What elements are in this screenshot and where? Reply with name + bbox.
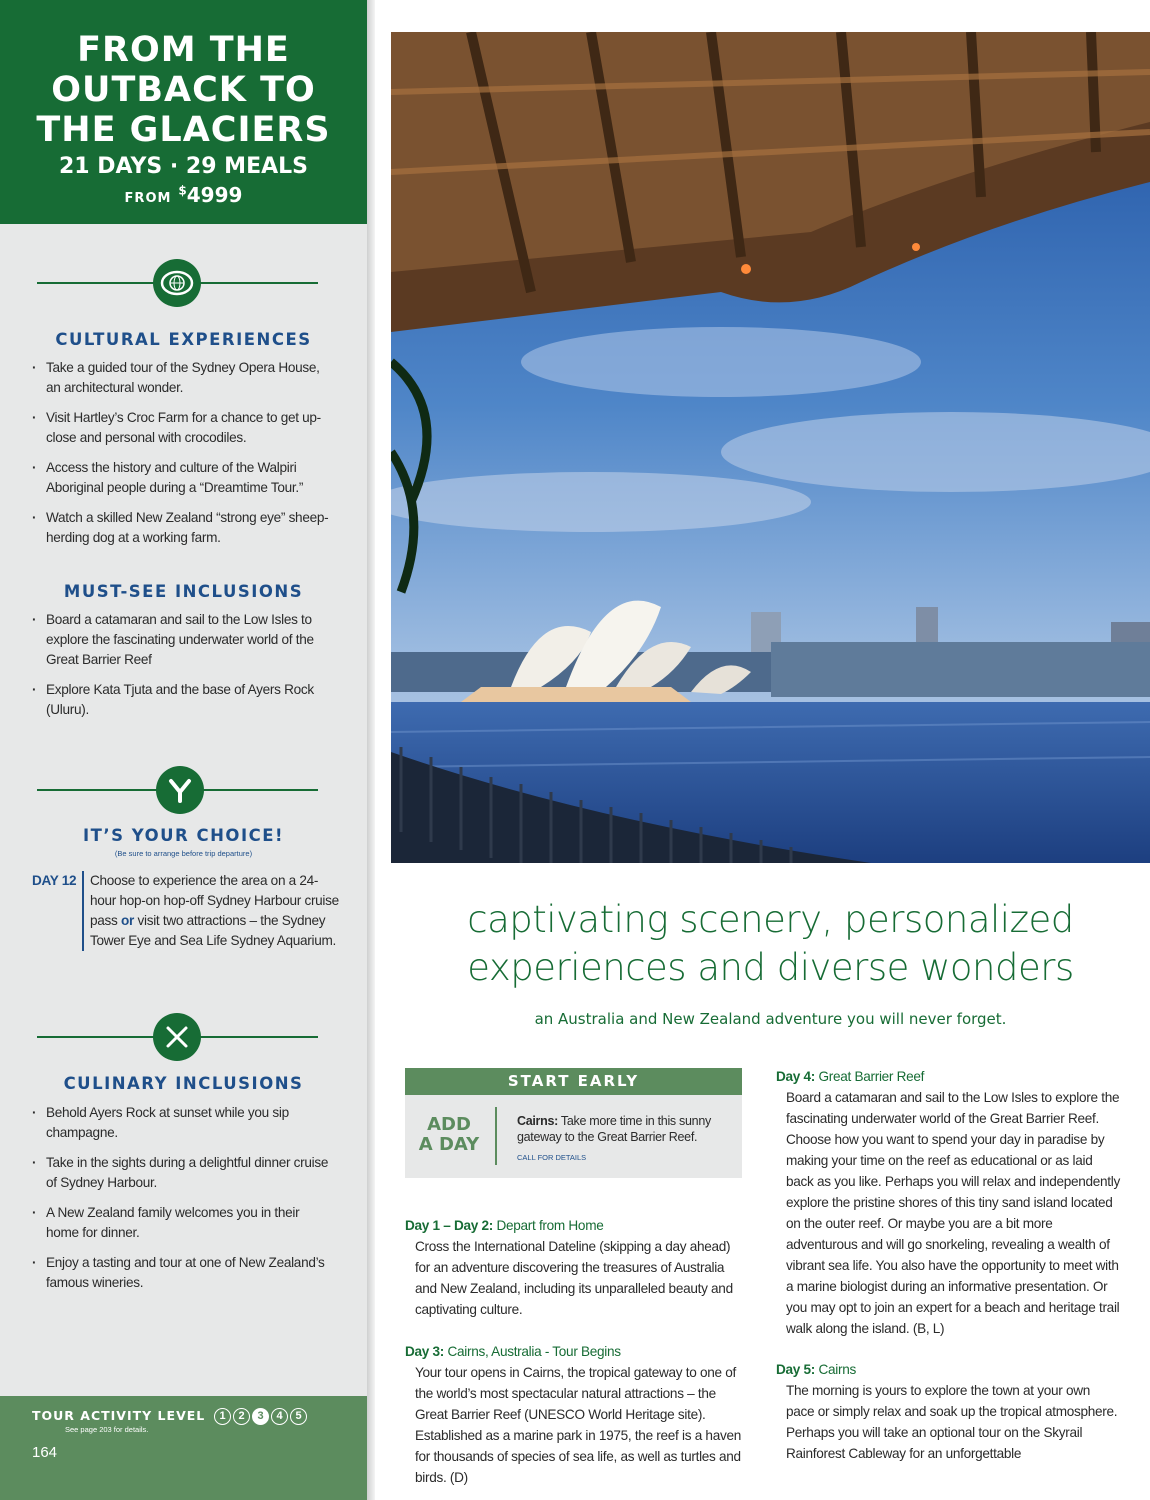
must-see-list <box>32 610 332 730</box>
must-see-heading: MUST-SEE INCLUSIONS <box>63 582 304 601</box>
call-for-details: CALL FOR DETAILS <box>517 1153 587 1162</box>
list-item: · Watch a skilled New Zealand “strong eye” sheep-herding dog at a working farm. <box>32 508 332 548</box>
page-title <box>0 30 367 150</box>
day-place: Cairns <box>815 1362 856 1377</box>
day-label: Day 3: <box>405 1344 445 1359</box>
culinary-list <box>32 1103 332 1303</box>
activity-level-label: TOUR ACTIVITY LEVEL <box>32 1408 206 1423</box>
level-dot-active: 3 <box>252 1408 269 1425</box>
list-item: · Take a guided tour of the Sydney Opera House, an architectural wonder. <box>32 358 332 398</box>
itinerary-day <box>405 1341 747 1488</box>
subheadline: an Australia and New Zealand adventure you will never forget. <box>534 1010 1007 1028</box>
day-label: Day 1 – Day 2: <box>405 1218 493 1233</box>
price-value: 4999 <box>186 183 243 207</box>
day-heading <box>405 1341 747 1362</box>
itinerary-day <box>776 1066 1120 1339</box>
start-early-heading: START EARLY <box>405 1068 742 1095</box>
itinerary-day <box>405 1215 747 1320</box>
level-dot: 4 <box>271 1408 288 1425</box>
day-label: Day 5: <box>776 1362 816 1377</box>
add-line: A DAY <box>418 1134 480 1155</box>
activity-level-box <box>0 1396 367 1500</box>
day-heading <box>776 1066 1120 1087</box>
choice-text-before: Choose to experience the area on a 24-hour hop-on hop-off Sydney Harbour cruise pass <box>90 873 339 928</box>
headline-line: experiences and diverse wonders <box>467 946 1074 989</box>
itinerary-day <box>776 1359 1120 1464</box>
list-item: · Explore Kata Tjuta and the base of Ayers Rock (Uluru). <box>32 680 332 720</box>
day-heading <box>776 1359 1120 1380</box>
page-number: 164 <box>32 1444 58 1461</box>
day-place: Depart from Home <box>493 1218 604 1233</box>
headline <box>391 896 1150 992</box>
choice-text <box>82 871 340 951</box>
sydney-harbour-photo <box>391 32 1150 863</box>
list-item: · Board a catamaran and sail to the Low Isles to explore the fascinating underwater world of the Great Barrier Reef <box>32 610 332 670</box>
day-place: Great Barrier Reef <box>815 1069 925 1084</box>
price-currency: $ <box>178 183 187 198</box>
price <box>0 183 367 207</box>
activity-level-note: See page 203 for details. <box>65 1425 149 1434</box>
globe-icon <box>153 259 201 307</box>
choice-icon <box>156 766 204 814</box>
level-dot: 2 <box>233 1408 250 1425</box>
title-line: FROM THE <box>77 30 290 70</box>
day-place: Cairns, Australia - Tour Begins <box>444 1344 621 1359</box>
choice-heading: IT’S YOUR CHOICE! <box>82 826 284 845</box>
choice-text-after: visit two attractions – the Sydney Tower Eye and Sea Life Sydney Aquarium. <box>90 913 336 948</box>
add-line: ADD <box>427 1114 471 1135</box>
level-dot: 5 <box>290 1408 307 1425</box>
list-item: · Behold Ayers Rock at sunset while you sip champagne. <box>32 1103 332 1143</box>
title-line: OUTBACK TO <box>51 70 316 110</box>
activity-level-dots <box>214 1408 307 1425</box>
day-heading <box>405 1215 747 1236</box>
list-item: · Access the history and culture of the Walpiri Aboriginal people during a “Dreamtime Tour.” <box>32 458 332 498</box>
headline-line: captivating scenery, personalized <box>467 898 1074 941</box>
start-early-box <box>405 1095 742 1178</box>
culinary-heading: CULINARY INCLUSIONS <box>63 1074 304 1093</box>
list-item: · Enjoy a tasting and tour at one of New Zealand’s famous wineries. <box>32 1253 332 1293</box>
fork-knife-icon <box>153 1013 201 1061</box>
start-early-desc: Take more time in this sunny gateway to the Great Barrier Reef. <box>517 1114 711 1144</box>
start-early-place: Cairns: <box>517 1114 558 1128</box>
cultural-heading: CULTURAL EXPERIENCES <box>55 330 312 349</box>
sidebar-edge <box>367 0 375 1500</box>
title-line: THE GLACIERS <box>36 110 331 150</box>
choice-or: or <box>121 913 134 928</box>
choice-note: (Be sure to arrange before trip departure) <box>114 849 253 858</box>
day-text: The morning is yours to explore the town at your own pace or simply relax and soak up the tropical atmosphere. Perhaps you will take an optional tour on the Skyrail Rainforest Cableway for an unforgettable <box>786 1383 1118 1461</box>
level-dot: 1 <box>214 1408 231 1425</box>
price-from-label: FROM <box>124 191 172 206</box>
list-item: · Take in the sights during a delightful dinner cruise of Sydney Harbour. <box>32 1153 332 1193</box>
day-text: Cross the International Dateline (skipping a day ahead) for an adventure discovering the treasures of Australia and New Zealand, including its unparalleled beauty and captivating culture. <box>415 1239 733 1317</box>
day-text: Your tour opens in Cairns, the tropical gateway to one of the world’s most spectacular natural attractions – the Great Barrier Reef (UNESCO World Heritage site). Established as a marine park in 1975, the reef is a haven for thousands of species of sea life, as well as turtles and birds. (D) <box>415 1365 741 1485</box>
days-meals: 21 DAYS · 29 MEALS <box>59 154 308 179</box>
add-a-day-label <box>405 1115 493 1155</box>
cultural-list <box>32 358 332 558</box>
choice-day: DAY 12 <box>32 873 77 888</box>
start-early-text <box>517 1113 732 1145</box>
day-text: Board a catamaran and sail to the Low Isles to explore the fascinating underwater world of the Great Barrier Reef. Choose how you want to spend your day in paradise by making your time on the reef as educational or as laid back as you like. Perhaps you will relax and independently explore the pristine shores of this tiny sand island located on the outer reef. Or maybe you are a bit more adventurous and will go snorkeling, revealing a wealth of vibrant sea life. You also have the opportunity to meet with a marine biologist during an informative presentation. Or you may opt to join an expert for a beach and heritage trail walk along the island. (B, L) <box>786 1090 1120 1336</box>
separator <box>495 1107 497 1165</box>
title-box <box>0 0 367 224</box>
list-item: · A New Zealand family welcomes you in their home for dinner. <box>32 1203 332 1243</box>
list-item: · Visit Hartley’s Croc Farm for a chance to get up-close and personal with crocodiles. <box>32 408 332 448</box>
day-label: Day 4: <box>776 1069 816 1084</box>
